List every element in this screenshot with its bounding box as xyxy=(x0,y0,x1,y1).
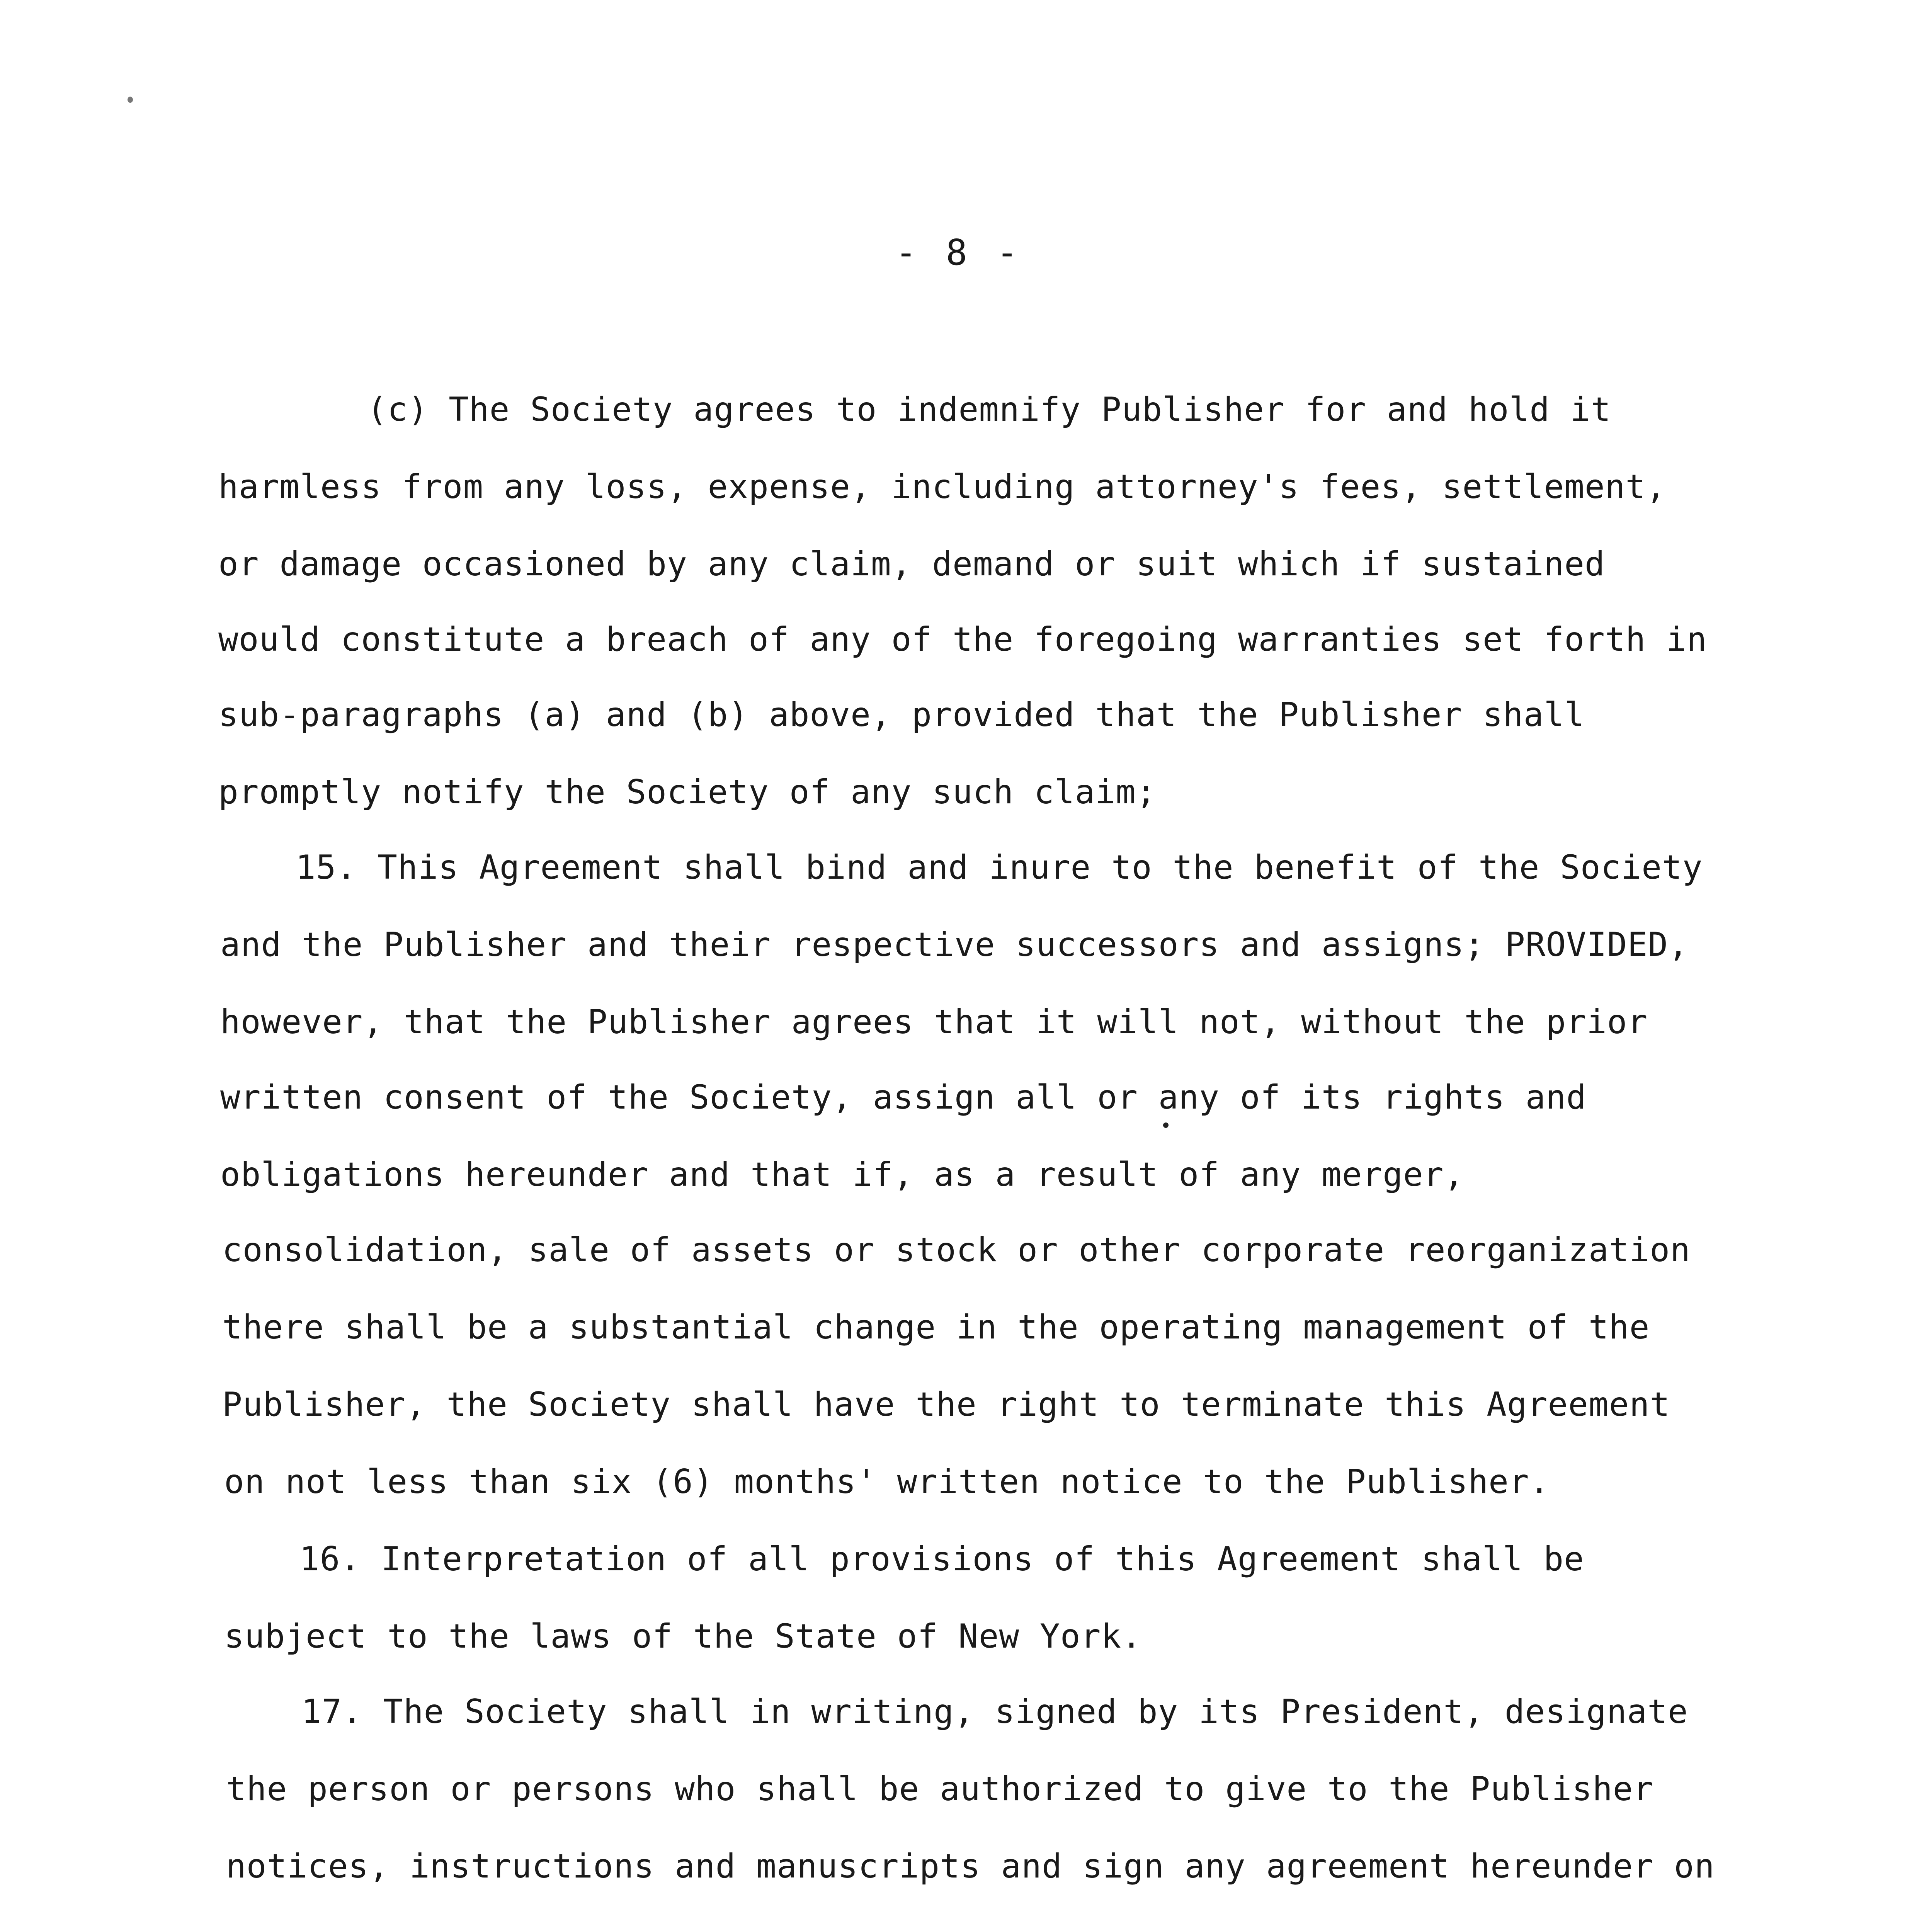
text-line: 17. The Society shall in writing, signed by its President, designate xyxy=(301,1692,1688,1731)
text-line: promptly notify the Society of any such claim; xyxy=(218,773,1157,811)
text-line: there shall be a substantial change in the operating management of the xyxy=(222,1308,1650,1347)
text-line: Publisher, the Society shall have the right to terminate this Agreement xyxy=(222,1385,1670,1424)
scan-speck xyxy=(1163,1122,1169,1128)
text-line: (c) The Society agrees to indemnify Publisher for and hold it xyxy=(367,390,1611,429)
scan-speck xyxy=(128,97,133,103)
text-line: written consent of the Society, assign all or any of its rights and xyxy=(220,1078,1587,1117)
text-line: and the Publisher and their respective successors and assigns; PROVIDED, xyxy=(220,925,1689,964)
text-line: the person or persons who shall be authorized to give to the Publisher xyxy=(226,1770,1654,1808)
text-line: sub-paragraphs (a) and (b) above, provided that the Publisher shall xyxy=(218,696,1585,734)
text-line: on not less than six (6) months' written notice to the Publisher. xyxy=(224,1463,1550,1501)
text-line: obligations hereunder and that if, as a result of any merger, xyxy=(220,1155,1465,1194)
text-line: would constitute a breach of any of the foregoing warranties set forth in xyxy=(218,620,1707,659)
text-line: harmless from any loss, expense, including attorney's fees, settlement, xyxy=(218,468,1667,506)
text-line: consolidation, sale of assets or stock or other corporate reorganization xyxy=(222,1231,1691,1269)
text-line: or damage occasioned by any claim, demand or suit which if sustained xyxy=(218,545,1605,583)
text-line: subject to the laws of the State of New York. xyxy=(224,1617,1142,1656)
text-line: 16. Interpretation of all provisions of this Agreement shall be xyxy=(299,1540,1584,1578)
text-line: however, that the Publisher agrees that it will not, without the prior xyxy=(220,1003,1648,1041)
page-number: - 8 - xyxy=(895,232,1022,273)
text-line: notices, instructions and manuscripts and sign any agreement hereunder on xyxy=(226,1847,1715,1886)
text-line: 15. This Agreement shall bind and inure to the benefit of the Society xyxy=(296,848,1703,887)
